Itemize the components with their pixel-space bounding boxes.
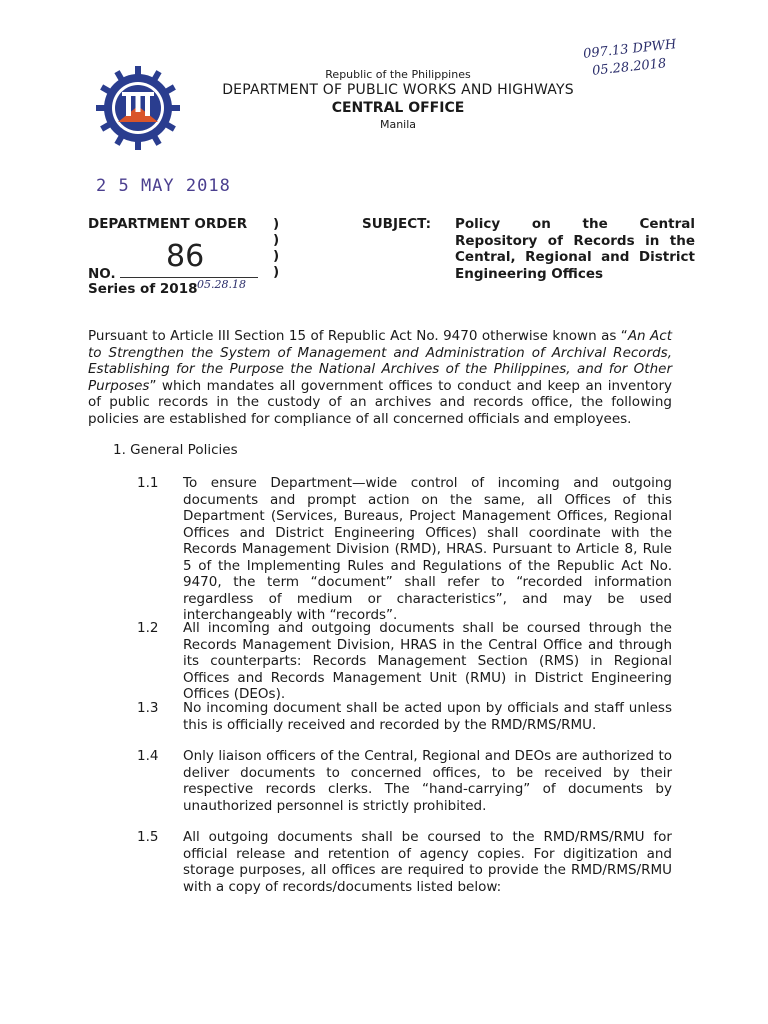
department-order-label: DEPARTMENT ORDER <box>88 216 248 232</box>
department-name: DEPARTMENT OF PUBLIC WORKS AND HIGHWAYS <box>222 82 574 98</box>
order-number: 86 <box>166 239 205 274</box>
item-number: 1.3 <box>137 700 159 716</box>
intro-before: Pursuant to Article III Section 15 of Republic Act No. 9470 otherwise known as “ <box>88 328 628 344</box>
item-text: All outgoing documents shall be coursed to the RMD/RMS/RMU for official release and retention of agency copies. For digitization and storage purposes, all offices are required to provide the RMD/RMS/RMU with a copy of records/documents listed below: <box>183 829 672 895</box>
paren: ) <box>273 232 280 248</box>
subject-text: Policy on the Central Repository of Records in the Central, Regional and District Engineering Offices <box>455 216 695 282</box>
city-line: Manila <box>379 118 417 131</box>
date-stamp: 2 5 MAY 2018 <box>96 176 231 196</box>
paren: ) <box>273 216 280 232</box>
act-title: An Act to Strengthen the System of Management and Administration of Archival Records, Establishing for the Purpose the National Archives of the Philippines, and for Other Purposes <box>88 328 672 394</box>
series-label: Series of 2018 <box>88 281 198 297</box>
item-text: All incoming and outgoing documents shall be coursed through the Records Management Division, HRAS in the Central Office and through its counterparts: Records Management Section (RMS) in Regional Offices and Records Management Unit (RMU) in District Engineering Offices (DEOs). <box>183 620 672 702</box>
intro-paragraph <box>88 328 672 427</box>
paren: ) <box>273 264 280 280</box>
order-no-label: NO. <box>88 266 116 282</box>
office-name: CENTRAL OFFICE <box>331 100 465 116</box>
dpwh-seal-icon <box>96 66 180 150</box>
item-number: 1.4 <box>137 748 159 764</box>
intro-after: ” which mandates all government offices to conduct and keep an inventory of public records in the custody of an archives and records office, the following policies are established for compliance of all concerned officials and employees. <box>88 377 672 427</box>
section-heading: 1. General Policies <box>113 442 238 458</box>
handwritten-reference: 097.13 DPWH <box>582 37 678 62</box>
item-number: 1.2 <box>137 620 159 636</box>
item-number: 1.1 <box>137 475 159 491</box>
item-number: 1.5 <box>137 829 159 845</box>
item-text: Only liaison officers of the Central, Regional and DEOs are authorized to deliver documents to concerned offices, to be received by their respective records clerks. The “hand-carrying” of documents by unauthorized personnel is strictly prohibited. <box>183 748 672 814</box>
paren: ) <box>273 248 280 264</box>
item-text: No incoming document shall be acted upon by officials and staff unless this is officially received and recorded by the RMD/RMS/RMU. <box>183 700 672 733</box>
handwritten-initial-date: 05.28.18 <box>197 278 246 291</box>
item-text: To ensure Department—wide control of incoming and outgoing documents and prompt action on the same, all Offices of this Department (Services, Bureaus, Project Management Offices, Regional Offices and District Engineering Offices) shall coordinate with the Records Management Division (RMD), HRAS. Pursuant to Article 8, Rule 5 of the Implementing Rules and Regulations of the Republic Act No. 9470, the term “document” shall refer to “recorded information regardless of medium or characteristics”, and may be used interchangeably with “records”. <box>183 475 672 623</box>
subject-label: SUBJECT: <box>362 216 431 232</box>
handwritten-date: 05.28.2018 <box>591 56 668 79</box>
country-line: Republic of the Philippines <box>325 68 471 81</box>
